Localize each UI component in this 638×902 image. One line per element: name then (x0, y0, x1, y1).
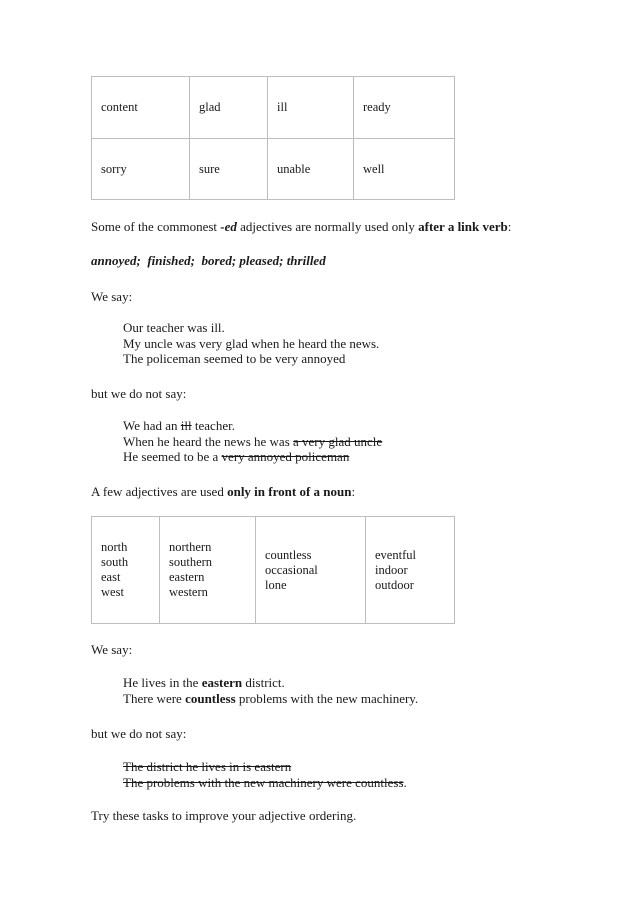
not-say-heading: but we do not say: (91, 726, 187, 741)
text-segment: When he heard the news he was (123, 433, 290, 449)
text-segment: Some of the commonest (91, 219, 218, 234)
example-line (123, 775, 407, 791)
ed-suffix: -ed (220, 219, 237, 234)
not-say-heading: but we do not say: (91, 386, 187, 401)
table-cell: glad (190, 77, 268, 139)
cell-line: countless (265, 547, 312, 562)
cell-line: western (169, 585, 208, 599)
text-segment: adjectives are normally used only (240, 219, 415, 234)
example-line (123, 449, 382, 465)
correct-examples-1 (123, 320, 379, 367)
example-line (123, 759, 407, 775)
table-cell: content (92, 77, 190, 139)
text-segment: He lives in the (123, 675, 199, 690)
text-segment: teacher. (194, 418, 235, 433)
adjective-table-2 (91, 516, 455, 624)
example-line (123, 675, 418, 691)
cell-line: east (101, 570, 121, 584)
cell-line: northern (169, 540, 212, 554)
front-of-noun-intro (91, 484, 355, 500)
table-cell (92, 517, 160, 624)
table-cell (366, 517, 455, 624)
cell-line: southern (169, 555, 213, 569)
table-cell: ill (268, 77, 354, 139)
text-segment: We had an (123, 418, 178, 433)
cell-line: south (101, 555, 129, 569)
closing-instruction: Try these tasks to improve your adjective ordering. (91, 808, 357, 823)
struck-text: The problems with the new machinery were countless (123, 774, 404, 790)
struck-text: a very glad uncle (293, 433, 383, 449)
table-cell: ready (354, 77, 455, 139)
table-cell: well (354, 139, 455, 200)
example-line: The policeman seemed to be very annoyed (123, 351, 346, 366)
incorrect-examples-2 (123, 759, 407, 790)
table-cell: sure (190, 139, 268, 200)
cell-line: west (101, 585, 124, 599)
cell-line: indoor (375, 562, 408, 577)
incorrect-examples-1 (123, 418, 382, 465)
cell-line: outdoor (375, 577, 414, 592)
text-segment: A few adjectives are used (91, 484, 224, 499)
example-line (123, 691, 418, 707)
ed-adjective-list: annoyed; finished; bored; pleased; thrilled (91, 253, 326, 268)
emphasis-front-of-noun: only in front of a noun (227, 484, 352, 499)
table-row (92, 77, 455, 139)
emphasis-link-verb: after a link verb (418, 219, 508, 234)
table-cell (160, 517, 256, 624)
text-segment: There were (123, 690, 182, 706)
table-row (92, 517, 455, 624)
struck-text: ill (180, 418, 192, 433)
emphasis-word: countless (185, 690, 236, 706)
cell-line: eventful (375, 547, 416, 562)
cell-line: north (101, 540, 128, 554)
example-line: My uncle was very glad when he heard the news. (123, 335, 380, 351)
we-say-heading: We say: (91, 289, 133, 304)
intro-ed-adjectives (91, 219, 511, 235)
we-say-heading: We say: (91, 642, 133, 657)
text-segment: district. (245, 675, 285, 690)
table-cell: unable (268, 139, 354, 200)
text-segment: He seemed to be a (123, 449, 219, 464)
text-segment: problems with the new machinery. (238, 690, 419, 706)
adjective-table-1 (91, 76, 455, 200)
correct-examples-2 (123, 675, 418, 706)
cell-line: lone (265, 577, 287, 592)
punctuation: : (351, 484, 356, 499)
struck-text: The district he lives in is eastern (123, 759, 292, 774)
struck-text: very annoyed policeman (221, 449, 350, 464)
cell-line: occasional (265, 562, 318, 577)
punctuation: : (507, 219, 512, 234)
table-cell: sorry (92, 139, 190, 200)
example-line (123, 434, 382, 450)
punctuation: . (403, 774, 407, 790)
emphasis-word: eastern (201, 675, 243, 690)
cell-line: eastern (169, 570, 205, 584)
table-row (92, 139, 455, 200)
table-cell (256, 517, 366, 624)
example-line (123, 418, 382, 434)
example-line: Our teacher was ill. (123, 320, 225, 335)
